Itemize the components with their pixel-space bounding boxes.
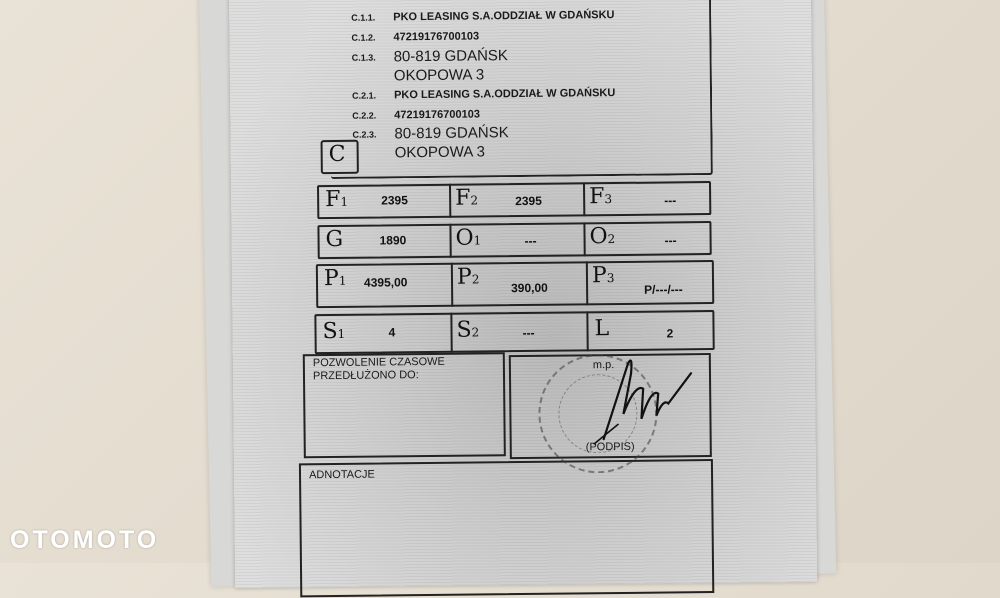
- s2-label: S2: [456, 317, 480, 343]
- c22-value: 47219176700103: [394, 108, 480, 122]
- c21-value: PKO LEASING S.A.ODDZIAŁ W GDAŃSKU: [393, 87, 616, 102]
- p3-value: P/---/---: [644, 282, 683, 297]
- p1-value: 4395,00: [363, 275, 408, 290]
- permit-line2: PRZEDŁUŻONO DO:: [312, 369, 419, 383]
- f3-value: ---: [664, 193, 677, 208]
- s2-value: ---: [522, 325, 535, 341]
- c11-value: PKO LEASING S.A.ODDZIAŁ W GDAŃSKU: [393, 9, 615, 24]
- c23-code: C.2.3.: [352, 129, 377, 140]
- p1-label: P1: [323, 265, 347, 292]
- c12-value: 47219176700103: [393, 30, 480, 44]
- row-p: [316, 260, 714, 308]
- s1-value: 4: [388, 325, 396, 340]
- p2-value: 390,00: [511, 280, 548, 296]
- c-label: C: [328, 141, 346, 168]
- c-label-box: [321, 140, 359, 174]
- o2-value: ---: [664, 233, 677, 248]
- c21-code: C.2.1.: [352, 90, 377, 101]
- mp-label: m.p.: [592, 359, 615, 372]
- p2-label: P2: [456, 264, 480, 290]
- c23-line2: OKOPOWA 3: [394, 143, 486, 162]
- f3-label: F3: [589, 184, 613, 210]
- f2-value: 2395: [515, 193, 542, 209]
- signature-label: (PODPIS): [585, 440, 635, 454]
- p3-label: P3: [591, 263, 615, 289]
- signature-scribble: [563, 343, 704, 454]
- c13-code: C.1.3.: [351, 52, 376, 63]
- g-value: 1890: [379, 233, 407, 248]
- f1-value: 2395: [381, 193, 408, 208]
- s1-label: S1: [322, 318, 346, 345]
- c13-line2: OKOPOWA 3: [393, 66, 485, 85]
- c13-line1: 80-819 GDAŃSK: [393, 47, 508, 66]
- l-value: 2: [666, 326, 674, 341]
- o1-value: ---: [524, 233, 537, 248]
- permit-line1: POZWOLENIE CZASOWE: [312, 355, 445, 370]
- c23-line1: 80-819 GDAŃSK: [394, 124, 509, 143]
- c11-code: C.1.1.: [351, 12, 376, 23]
- g-label: G: [325, 226, 344, 253]
- o1-label: O1: [455, 225, 482, 251]
- row-f: [317, 181, 711, 219]
- row-g: [317, 221, 711, 259]
- registration-document: [229, 0, 817, 588]
- o2-label: O2: [589, 224, 616, 250]
- f2-label: F2: [455, 185, 479, 211]
- l-label: L: [594, 316, 610, 342]
- c12-code: C.1.2.: [351, 32, 376, 43]
- c22-code: C.2.2.: [352, 110, 377, 121]
- annotations-label: ADNOTACJE: [308, 468, 375, 482]
- f1-label: F1: [325, 186, 349, 213]
- otomoto-watermark: OTOMOTO: [10, 526, 160, 554]
